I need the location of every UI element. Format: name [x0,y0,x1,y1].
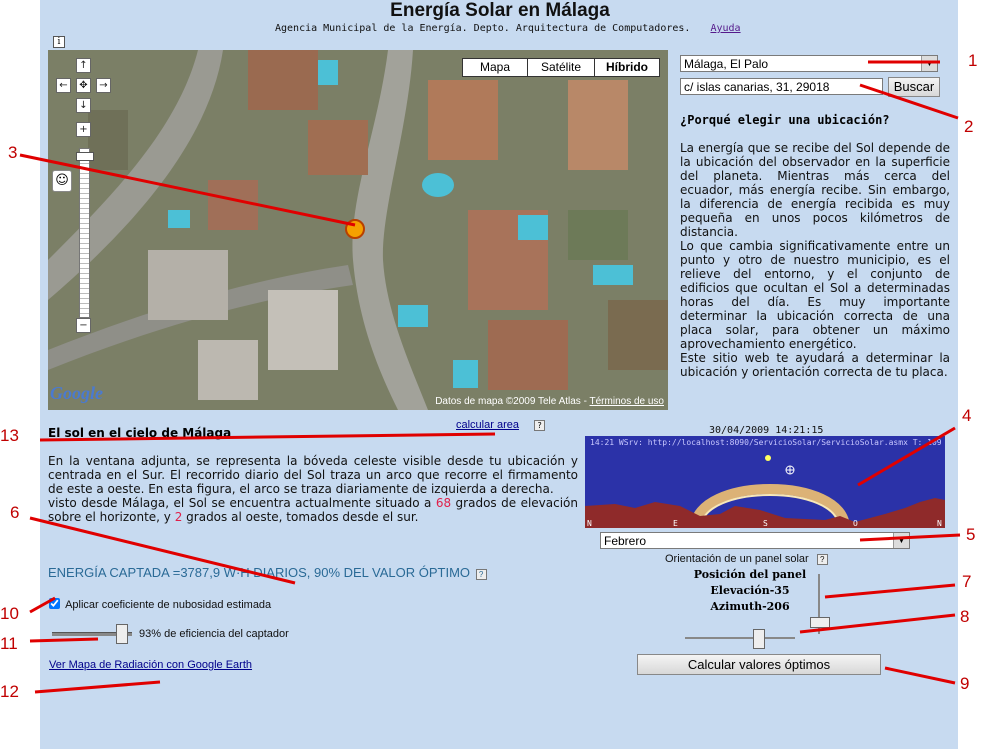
pan-left-icon[interactable]: ← [56,78,71,93]
annotation-12: 12 [0,682,19,701]
annotation-10: 10 [0,604,19,623]
google-logo: Google [50,383,103,403]
panel-position-title: Posición del panel [693,568,807,581]
energy-help-icon[interactable]: ? [476,569,487,580]
cardinal-west: O [853,519,858,528]
cardinal-east: E [673,519,678,528]
sun-text-a: visto desde Málaga, el Sol se encuentra actualmente situado a [48,496,436,510]
sun-text-c: grados al oeste, tomados desde el sur. [182,510,419,524]
pegman-icon[interactable]: ☺ [52,170,72,192]
maptype-satellite-button[interactable]: Satélite [527,58,595,77]
pan-up-icon[interactable]: ↑ [76,58,91,73]
sky-dome-view [585,436,945,528]
sun-azimuth-value: 2 [174,510,183,524]
help-link[interactable]: Ayuda [710,23,741,34]
sun-paragraph-2 [48,496,578,524]
azimuth-slider-track[interactable] [685,637,795,639]
annotation-5: 5 [966,525,976,544]
calculate-optimal-button[interactable]: Calcular valores óptimos [637,654,881,675]
annotation-2: 2 [964,117,974,136]
sun-current-position-icon [765,455,771,461]
panel-orientation-row [665,553,828,565]
location-select-value: Málaga, El Palo [684,57,769,71]
annotation-6: 6 [10,503,20,522]
energy-captured [48,565,487,580]
sun-section-title: El sol en el cielo de Málaga [48,426,232,440]
pan-center-icon[interactable]: ✥ [76,78,91,93]
help-icon[interactable]: ? [534,420,545,431]
page-title: Energía Solar en Málaga [390,0,610,21]
month-chevron-down-icon: ▼ [893,533,909,548]
zoom-slider-track[interactable] [79,148,90,318]
cloud-coefficient-label: Aplicar coeficiente de nubosidad estimada [65,599,272,611]
annotation-4: 4 [962,406,972,425]
month-select-value: Febrero [604,534,647,548]
azimuth-slider-handle[interactable] [753,629,765,649]
energy-text: ENERGÍA CAPTADA =3787,9 W·H DIARIOS, 90% DEL VALOR ÓPTIMO [48,565,471,580]
chevron-down-icon: ▼ [921,56,937,71]
satellite-map[interactable] [48,50,668,410]
annotation-11: 11 [0,634,18,653]
search-button[interactable]: Buscar [888,77,940,97]
calc-area-link[interactable]: calcular area [456,419,519,431]
annotation-7: 7 [962,572,972,591]
sun-location-marker-icon[interactable] [345,219,365,239]
cardinal-north-right: N [937,519,942,528]
subtitle-text: Agencia Municipal de la Energía. Depto. Arquitectura de Computadores. [275,23,691,34]
month-select[interactable] [600,532,910,549]
panel-position-info [685,567,815,615]
pan-right-icon[interactable]: → [96,78,111,93]
sun-elevation-value: 68 [435,496,452,510]
efficiency-slider-handle[interactable] [116,624,128,644]
maptype-map-button[interactable]: Mapa [462,58,528,77]
why-paragraph-2: Lo que cambia significativamente entre un punto y otro de nuestro municipio, es el relieve del entorno, y el conjunto de edificios que ocultan el Sol a determinadas horas del día. Es muy importante determinar la ubicación correcta de una placa solar, para obtener un máximo aprovechamiento energético. [680,239,950,351]
elevation-slider-handle[interactable] [810,617,830,628]
annotation-13: 13 [0,426,19,445]
cardinal-north-left: N [587,519,592,528]
sky-info: 14:21 WSrv: http://localhost:8090/ServicioSolar/ServicioSolar.asmx T: 109 [590,438,942,447]
maptype-hybrid-button[interactable]: Híbrido [594,58,660,77]
calc-area-row [456,413,545,432]
why-title: ¿Porqué elegir una ubicación? [680,113,890,127]
zoom-out-icon[interactable]: − [76,318,91,333]
efficiency-label: 93% de eficiencia del captador [139,628,289,640]
panel-azimuth-label: Azimuth-206 [710,600,790,613]
annotation-8: 8 [960,607,970,626]
cardinal-south: S [763,519,768,528]
annotation-3: 3 [8,143,18,162]
sky-graphic [585,436,945,528]
page-subtitle [275,23,741,34]
sky-timestamp: 30/04/2009 14:21:15 [709,425,824,436]
panel-help-icon[interactable]: ? [817,554,828,565]
sun-text-b: grados de elevación sobre el horizonte, y [48,496,579,524]
sun-section-text [48,454,578,524]
annotation-1: 1 [968,51,978,70]
sun-paragraph-1: En la ventana adjunta, se representa la bóveda celeste visible desde tu ubicación y centrada en el Sur. El recorrido diario del Sol traza un arco que recorre el firmamento de este a oeste. En esta figura, el arco se traza diariamente de izquierda a derecha. [48,454,578,496]
terms-link[interactable]: Términos de uso [589,396,664,407]
address-input[interactable]: c/ islas canarias, 31, 29018 [680,78,883,95]
zoom-in-icon[interactable]: + [76,122,91,137]
cloud-coefficient-checkbox[interactable] [49,598,60,609]
location-select[interactable] [680,55,938,72]
annotation-9: 9 [960,674,970,693]
cloud-coefficient-row [49,593,271,612]
why-paragraph-1: La energía que se recibe del Sol depende de la ubicación del observador en la superficie del planeta. Mientras más cerca del ecuador, más energía recibe. Sin embargo, la diferencia de energía recibida es muy pequeña en unos pocos kilómetros de distancia. [680,141,950,239]
panel-orientation-label: Orientación de un panel solar [665,553,809,565]
why-text [680,141,950,379]
zoom-slider-handle[interactable] [76,152,94,161]
why-paragraph-3: Este sitio web te ayudará a determinar la ubicación y orientación correcta de tu placa. [680,351,950,379]
attribution-text: Datos de mapa ©2009 Tele Atlas - [435,396,590,407]
panel-elevation-label: Elevación-35 [710,584,790,597]
google-earth-link[interactable]: Ver Mapa de Radiación con Google Earth [49,659,253,671]
info-icon[interactable]: i [53,36,65,48]
pan-down-icon[interactable]: ↓ [76,98,91,113]
map-attribution [435,396,664,407]
